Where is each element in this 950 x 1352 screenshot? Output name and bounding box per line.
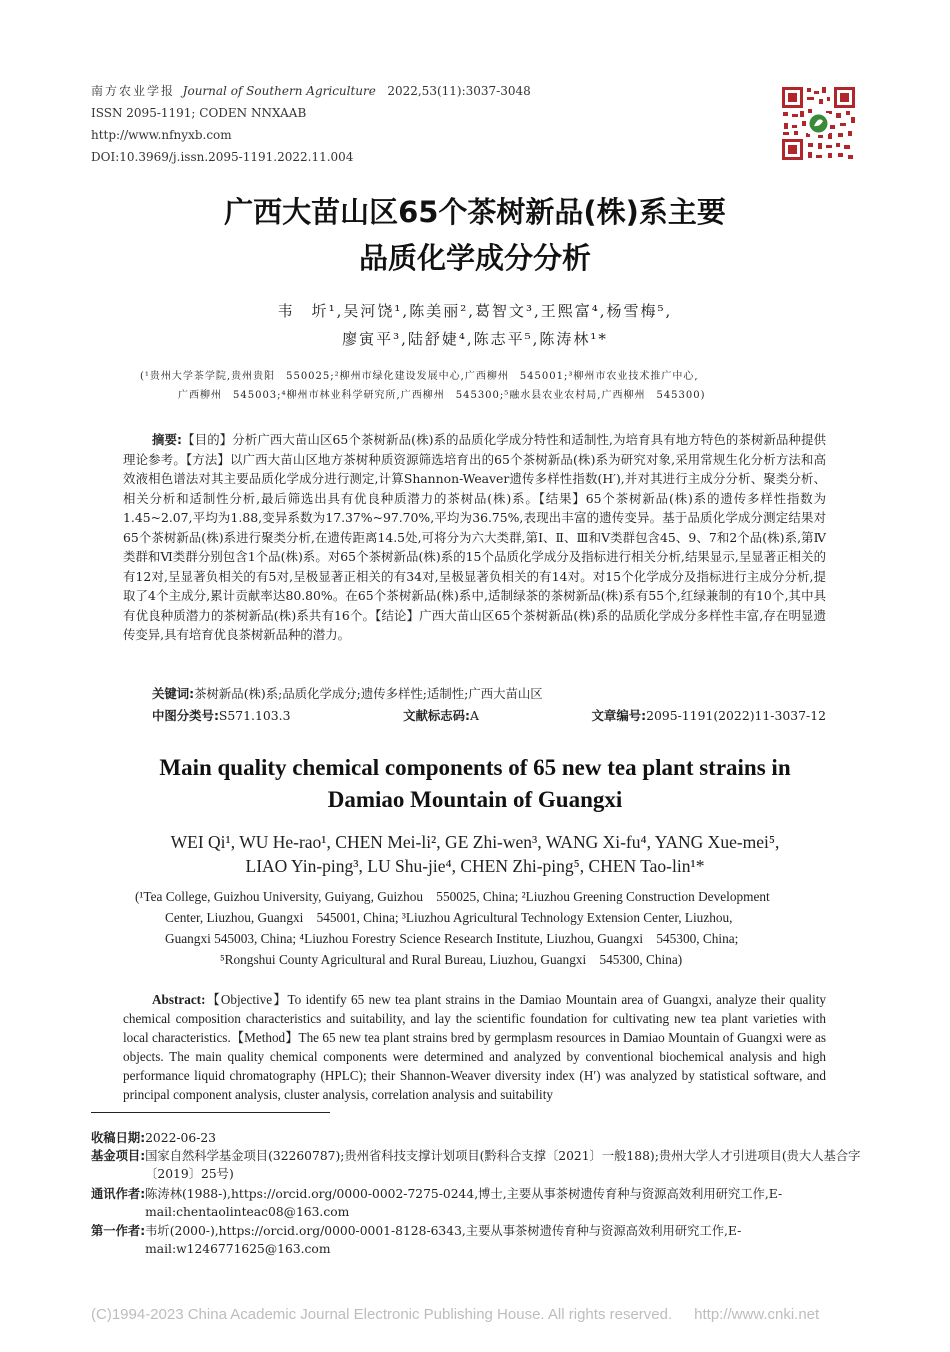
authors-en-line1: WEI Qi¹, WU He-rao¹, CHEN Mei-li², GE Zhi-wen³, WANG Xi-fu⁴, YANG Xue-mei⁵,: [170, 832, 780, 852]
keywords-cn: [152, 684, 826, 704]
keywords-cn-label: 关键词:: [152, 686, 195, 701]
corresponding-label: 通讯作者:: [91, 1187, 146, 1201]
abstract-en: [123, 990, 826, 1104]
classification-row: [152, 706, 826, 724]
footnote-first-author: [91, 1222, 861, 1258]
abstract-cn-label: 摘要:: [152, 432, 183, 447]
copyright-text: (C)1994-2023 China Academic Journal Electronic Publishing House. All rights reserved.: [91, 1306, 673, 1323]
paper-title-cn-line1: 广西大苗山区65个茶树新品(株)系主要: [224, 195, 726, 229]
authors-en-line2: LIAO Yin-ping³, LU Shu-jie⁴, CHEN Zhi-ping⁵, CHEN Tao-lin¹*: [245, 856, 705, 876]
doi-line: DOI:10.3969/j.issn.2095-1191.2022.11.004: [91, 150, 354, 164]
first-author-value: 韦圻(2000-),https://orcid.org/0000-0001-8128-6343,主要从事茶树遗传育种与资源高效利用研究工作,E-mail:w1246771625@163.com: [145, 1224, 742, 1256]
abstract-cn-text: 【目的】分析广西大苗山区65个茶树新品(株)系的品质化学成分特性和适制性,为培育具有地方特色的茶树新品种提供理论参考。【方法】以广西大苗山区地方茶树种质资源筛选培育出的65个茶树新品(株)系为研究对象,采用常规生化分析方法和高效液相色谱法对其主要品质化学成分进行测定,计算Shannon-Weaver遗传多样性指数(H′),并对其进行主成分分析、聚类分析、相关分析和适制性分析,最后筛选出具有优良种质潜力的茶树品(株)系。【结果】65个茶树新品(株)系的遗传多样性指数为1.45~2.07,平均为1.88,变异系数为17.37%~97.70%,平均为36.75%,表现出丰富的遗传变异。基于品质化学成分测定结果对65个茶树新品(株)系进行聚类分析,在遗传距离14.5处,可将分为六大类群,第Ⅰ、Ⅱ、Ⅲ和Ⅴ类群包含45、9、7和2个品(株)系,第Ⅳ类群和Ⅵ类群分别包含1个品(株)系。对65个茶树新品(株)系的15个品质化学成分及指标进行相关分析,结果显示,呈显著正相关的有12对,呈显著负相关的有5对,呈极显著正相关的有34对,呈极显著负相关的有14对。对15个化学成分及指标进行主成分分析,提取了4个主成分,累计贡献率达80.80%。在65个茶树新品(株)系中,适制绿茶的茶树新品(株)系有55个,红绿兼制的有10个,其中具有优良种质潜力的茶树新品(株)系共有16个。【结论】广西大苗山区65个茶树新品(株)系的品质化学成分多样性丰富,存在明显遗传变异,具有培育优良茶树新品种的潜力。: [123, 432, 826, 642]
journal-name-en: Journal of Southern Agriculture: [182, 84, 376, 98]
journal-header-line: [91, 84, 531, 98]
paper-title-en-line1: Main quality chemical components of 65 new tea plant strains in: [159, 755, 791, 780]
abstract-cn: [123, 430, 826, 645]
journal-url: http://www.nfnyxb.com: [91, 128, 232, 142]
clc-label: 中图分类号:: [152, 708, 219, 723]
article-number-value: 2095-1191(2022)11-3037-12: [646, 708, 826, 723]
journal-issue: 2022,53(11):3037-3048: [387, 84, 531, 98]
paper-title-cn-line2: 品质化学成分分析: [358, 241, 591, 275]
issn-line: ISSN 2095-1191; CODEN NNXAAB: [91, 106, 307, 120]
fund-value: 国家自然科学基金项目(32260787);贵州省科技支撑计划项目(黔科合支撑〔2021〕一般188);贵州大学人才引进项目(贵大人基合字〔2019〕25号): [145, 1149, 861, 1181]
fund-label: 基金项目:: [91, 1149, 146, 1163]
footnote-fund: [91, 1147, 861, 1183]
footnote-corresponding: [91, 1185, 861, 1221]
journal-name-cn: 南方农业学报: [91, 84, 176, 98]
authors-cn-line2: 廖寅平³,陆舒婕⁴,陈志平⁵,陈涛林¹*: [342, 330, 608, 348]
received-value: 2022-06-23: [145, 1131, 217, 1145]
footnote-received: [91, 1129, 861, 1147]
affiliations-en-line1: (¹Tea College, Guizhou University, Guiyang, Guizhou 550025, China; ²Liuzhou Greening Construction Development: [135, 889, 770, 904]
keywords-cn-text: 茶树新品(株)系;品质化学成分;遗传多样性;适制性;广西大苗山区: [194, 686, 543, 701]
clc-value: S571.103.3: [218, 708, 291, 723]
affiliations-en-line2: Center, Liuzhou, Guangxi 545001, China; ³Liuzhou Agricultural Technology Extension Center, Liuzhou,: [165, 910, 733, 925]
paper-title-en-line2: Damiao Mountain of Guangxi: [327, 787, 623, 812]
authors-cn-line1: 韦 圻¹,吴河饶¹,陈美丽²,葛智文³,王熙富⁴,杨雪梅⁵,: [277, 302, 673, 320]
footnote-divider: [91, 1112, 330, 1113]
first-author-label: 第一作者:: [91, 1224, 146, 1238]
doc-code-value: A: [470, 708, 479, 723]
received-label: 收稿日期:: [91, 1131, 146, 1145]
copyright-line: [91, 1306, 841, 1323]
affiliations-en-line3: Guangxi 545003, China; ⁴Liuzhou Forestry Science Research Institute, Liuzhou, Guangxi 545300, China;: [165, 931, 739, 946]
cnki-link[interactable]: http://www.cnki.net: [694, 1306, 820, 1323]
article-number-label: 文章编号:: [591, 708, 647, 723]
qr-code-image: [780, 85, 857, 162]
affiliations-en-line4: ⁵Rongshui County Agricultural and Rural Bureau, Liuzhou, Guangxi 545300, China): [220, 952, 683, 967]
abstract-en-text: 【Objective】To identify 65 new tea plant strains in the Damiao Mountain area of Guangxi, analyze their quality chemical composition characteristics and suitability, and lay the scientific foundation for cultivating new tea plant varieties with local characteristics.【Method】The 65 new tea plant strains bred by germplasm resources in Damiao Mountain of Guangxi were as objects. The main quality chemical components were determined and analyzed by conventional biochemical analysis and high performance liquid chromatography (HPLC); their Shannon-Weaver diversity index (H′) was analyzed by statistical software, and principal component analysis, cluster analysis, correlation analysis and suitability: [123, 992, 826, 1102]
affiliations-cn-line2: 广西柳州 545003;⁴柳州市林业科学研究所,广西柳州 545300;⁵融水县农业农村局,广西柳州 545300): [178, 390, 706, 401]
doc-code-label: 文献标志码:: [403, 708, 470, 723]
corresponding-value: 陈涛林(1988-),https://orcid.org/0000-0002-7275-0244,博士,主要从事茶树遗传育种与资源高效利用研究工作,E-mail:chentaolinteac08@163.com: [145, 1187, 783, 1219]
affiliations-cn-line1: (¹贵州大学茶学院,贵州贵阳 550025;²柳州市绿化建设发展中心,广西柳州 545001;³柳州市农业技术推广中心,: [140, 371, 699, 382]
abstract-en-label: Abstract:: [152, 992, 206, 1007]
